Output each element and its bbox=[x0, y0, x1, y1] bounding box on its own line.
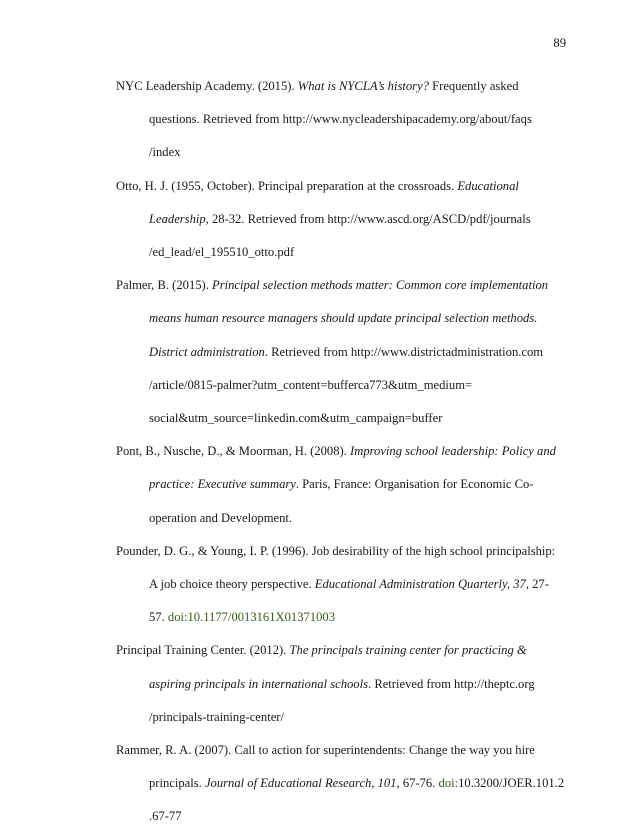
reference-italic-text: District administration bbox=[149, 344, 265, 359]
reference-line bbox=[116, 435, 568, 468]
reference-line bbox=[116, 800, 568, 833]
reference-entry bbox=[116, 70, 568, 170]
reference-text: . Retrieved from http://www.districtadministration.com bbox=[264, 344, 544, 359]
reference-text: Palmer, B. (2015). bbox=[116, 278, 213, 293]
reference-text: Rammer, R. A. (2007). Call to action for superintendents: Change the way you hire bbox=[116, 743, 535, 758]
reference-text: 57. bbox=[149, 610, 168, 625]
reference-text: /index bbox=[149, 145, 181, 160]
reference-line bbox=[116, 701, 568, 734]
reference-text: 27- bbox=[528, 577, 549, 592]
reference-italic-text: aspiring principals in international schools bbox=[149, 676, 369, 691]
reference-text: /article/0815-palmer?utm_content=bufferca773&utm_medium= bbox=[149, 377, 473, 392]
reference-line bbox=[116, 302, 568, 335]
reference-entry bbox=[116, 535, 568, 635]
reference-line bbox=[116, 468, 568, 501]
reference-text: Pont, B., Nusche, D., & Moorman, H. (2008). bbox=[116, 444, 351, 459]
doi-link[interactable]: doi:10.1177/0013161X01371003 bbox=[167, 610, 335, 625]
reference-text: social&utm_source=linkedin.com&utm_campaign=buffer bbox=[149, 411, 443, 426]
reference-italic-text: practice: Executive summary bbox=[149, 477, 296, 492]
reference-text: questions. Retrieved from http://www.nycleadershipacademy.org/about/faqs bbox=[149, 112, 532, 127]
reference-line bbox=[116, 136, 568, 169]
reference-line bbox=[116, 535, 568, 568]
reference-line bbox=[116, 103, 568, 136]
reference-list bbox=[116, 70, 568, 834]
reference-text: 28-32. Retrieved from http://www.ascd.org/ASCD/pdf/journals bbox=[208, 211, 531, 226]
reference-entry bbox=[116, 170, 568, 270]
reference-text: 10.3200/JOER.101.2 bbox=[458, 776, 565, 791]
reference-text: A job choice theory perspective. bbox=[149, 577, 315, 592]
reference-italic-text: What is NYCLA’s history? bbox=[297, 79, 429, 93]
reference-italic-text: Improving school leadership: Policy and bbox=[350, 444, 556, 459]
reference-text: Frequently asked bbox=[428, 79, 519, 93]
reference-italic-text: Educational Administration Quarterly, 37, bbox=[314, 577, 529, 592]
reference-line bbox=[116, 668, 568, 701]
reference-italic-text: Educational bbox=[457, 178, 519, 193]
reference-line bbox=[116, 767, 568, 800]
reference-text: Principal Training Center. (2012). bbox=[116, 643, 290, 658]
reference-entry bbox=[116, 269, 568, 435]
reference-text: Otto, H. J. (1955, October). Principal preparation at the crossroads. bbox=[116, 178, 458, 193]
reference-line bbox=[116, 568, 568, 601]
reference-line bbox=[116, 369, 568, 402]
reference-italic-text: Principal selection methods matter: Common core implementation bbox=[212, 278, 549, 293]
reference-italic-text: means human resource managers should update principal selection methods. bbox=[149, 311, 538, 326]
reference-text: /principals-training-center/ bbox=[149, 709, 284, 724]
reference-text: NYC Leadership Academy. (2015). bbox=[116, 79, 298, 93]
reference-line bbox=[116, 634, 568, 667]
reference-text: Pounder, D. G., & Young, I. P. (1996). Job desirability of the high school principalship: bbox=[116, 543, 556, 558]
page-number: 89 bbox=[553, 36, 566, 50]
reference-entry bbox=[116, 634, 568, 734]
reference-line bbox=[116, 170, 568, 203]
reference-line bbox=[116, 203, 568, 236]
reference-entry bbox=[116, 435, 568, 535]
reference-line bbox=[116, 601, 568, 634]
reference-line bbox=[116, 236, 568, 269]
reference-text: operation and Development. bbox=[149, 510, 293, 525]
reference-italic-text: The principals training center for practicing & bbox=[289, 643, 527, 658]
reference-italic-text: Leadership, bbox=[149, 211, 209, 226]
reference-line bbox=[116, 402, 568, 435]
reference-entry bbox=[116, 734, 568, 834]
reference-line bbox=[116, 502, 568, 535]
reference-line bbox=[116, 336, 568, 369]
reference-line bbox=[116, 269, 568, 302]
reference-line bbox=[116, 734, 568, 767]
reference-text: . Paris, France: Organisation for Economic Co- bbox=[295, 477, 534, 492]
reference-text: /ed_lead/el_195510_otto.pdf bbox=[149, 245, 295, 260]
reference-line bbox=[116, 70, 568, 103]
doi-link[interactable]: doi: bbox=[438, 776, 459, 791]
reference-text: 67-76. bbox=[399, 776, 439, 791]
reference-text: principals. bbox=[149, 776, 205, 791]
reference-italic-text: Journal of Educational Research, 101, bbox=[204, 776, 400, 791]
reference-text: . Retrieved from http://theptc.org bbox=[368, 676, 535, 691]
reference-text: .67-77 bbox=[149, 809, 182, 824]
